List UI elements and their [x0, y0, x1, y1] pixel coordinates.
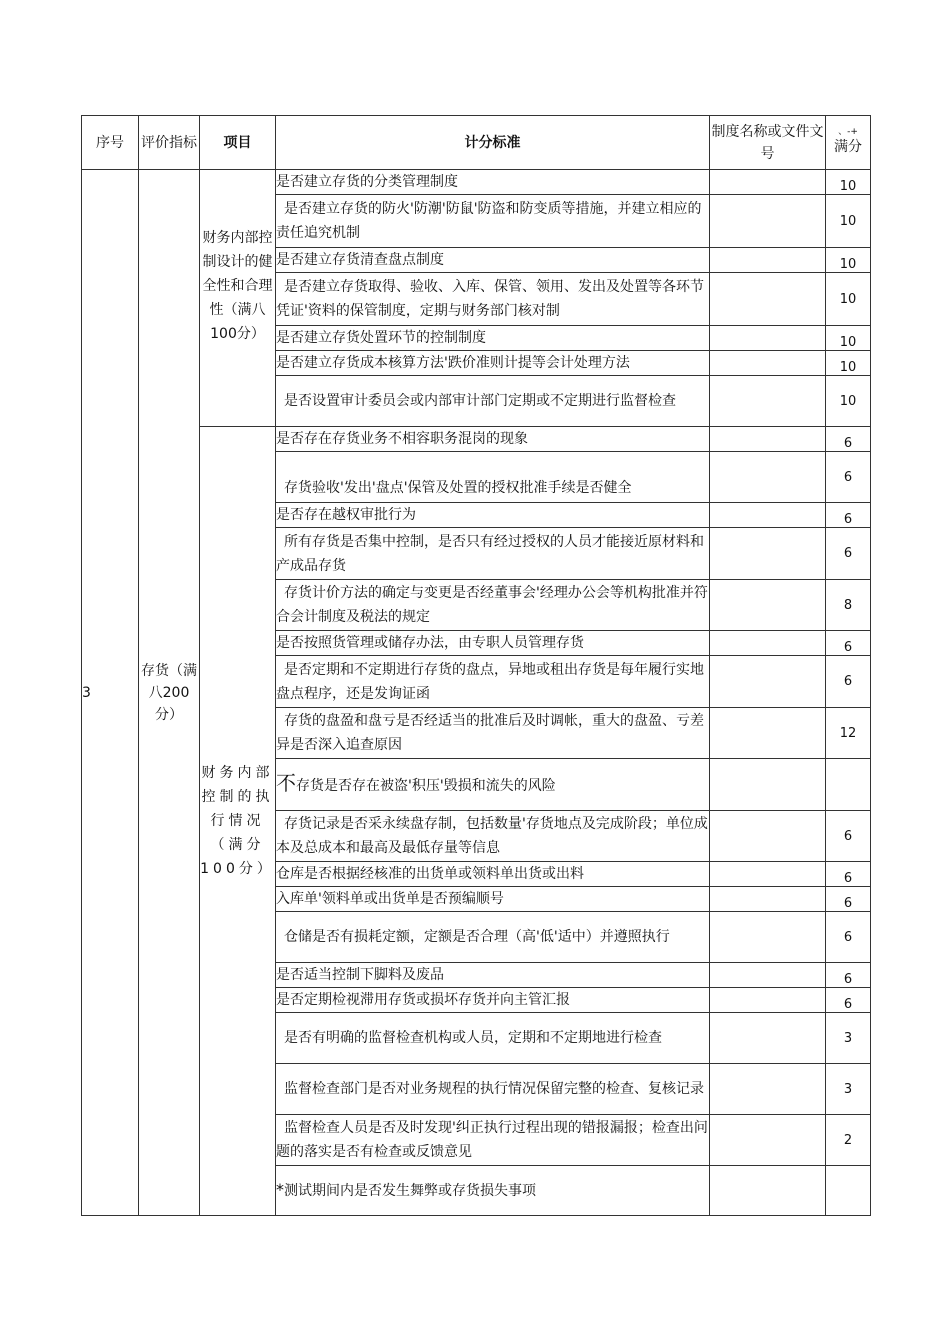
score-cell: 6: [826, 631, 871, 656]
row-mark: *: [276, 1180, 284, 1199]
criteria-cell: 入库单'领料单或出货单是否预编顺号: [276, 887, 710, 912]
header-indicator: 评价指标: [139, 116, 200, 170]
score-cell: 6: [826, 452, 871, 503]
score-cell: 12: [826, 708, 871, 759]
doc-name-cell[interactable]: [710, 963, 826, 988]
score-cell: [826, 759, 871, 811]
header-criteria: 计分标准: [276, 116, 710, 170]
doc-name-cell[interactable]: [710, 580, 826, 631]
criteria-cell: 存货计价方法的确定与变更是否经董事会'经理办公会等机构批准并符合会计制度及税法的规定: [276, 580, 710, 631]
doc-name-cell[interactable]: [710, 503, 826, 528]
doc-name-cell[interactable]: [710, 656, 826, 708]
doc-name-cell[interactable]: [710, 862, 826, 887]
criteria-cell: 所有存货是否集中控制，是否只有经过授权的人员才能接近原材料和产成品存货: [276, 528, 710, 580]
score-cell: 8: [826, 580, 871, 631]
criteria-cell: 是否建立存货成本核算方法'跌价准则计提等会计处理方法: [276, 351, 710, 376]
criteria-cell: 是否存在越权审批行为: [276, 503, 710, 528]
doc-name-cell[interactable]: [710, 351, 826, 376]
exec-project: 财务内部控制的执行情况（满分100分）: [200, 427, 276, 1216]
header-score-mark: 、-+: [838, 126, 858, 137]
score-cell: 10: [826, 195, 871, 248]
criteria-text: 存货是否存在被盗'积压'毁损和流失的风险: [296, 778, 556, 794]
score-cell: 6: [826, 862, 871, 887]
score-cell: 6: [826, 963, 871, 988]
criteria-text: 测试期间内是否发生舞弊或存货损失事项: [284, 1183, 536, 1199]
criteria-cell: 存货的盘盈和盘亏是否经适当的批准后及时调帐，重大的盘盈、亏差异是否深入追查原因: [276, 708, 710, 759]
score-cell: 6: [826, 528, 871, 580]
criteria-cell: 是否建立存货取得、验收、入库、保管、领用、发出及处置等各环节凭证'资料的保管制度，定期与财务部门核对制: [276, 273, 710, 326]
score-cell: 6: [826, 811, 871, 862]
evaluation-table: [81, 115, 871, 1216]
score-cell: 10: [826, 351, 871, 376]
doc-name-cell[interactable]: [710, 811, 826, 862]
criteria-cell: 监督检查人员是否及时发现'纠正执行过程出现的错报漏报；检查出问题的落实是否有检查或反馈意见: [276, 1115, 710, 1166]
header-full-score-label: 满分: [834, 138, 862, 155]
doc-name-cell[interactable]: [710, 1064, 826, 1115]
header-project: 项目: [200, 116, 276, 170]
criteria-cell: 监督检查部门是否对业务规程的执行情况保留完整的检查、复核记录: [276, 1064, 710, 1115]
score-cell: 6: [826, 427, 871, 452]
criteria-cell: 是否定期检视滞用存货或损坏存货并向主管汇报: [276, 988, 710, 1013]
criteria-cell: 是否适当控制下脚料及废品: [276, 963, 710, 988]
criteria-cell: 是否有明确的监督检查机构或人员，定期和不定期地进行检查: [276, 1013, 710, 1064]
score-cell: 10: [826, 248, 871, 273]
doc-name-cell[interactable]: [710, 170, 826, 195]
criteria-cell: [276, 759, 710, 811]
header-seq: 序号: [82, 116, 139, 170]
doc-name-cell[interactable]: [710, 248, 826, 273]
score-cell: 10: [826, 273, 871, 326]
criteria-cell: 是否建立存货处置环节的控制制度: [276, 326, 710, 351]
score-cell: 6: [826, 656, 871, 708]
doc-name-cell[interactable]: [710, 1166, 826, 1216]
score-cell: 10: [826, 376, 871, 427]
criteria-cell: 是否建立存货清查盘点制度: [276, 248, 710, 273]
score-cell: [826, 1166, 871, 1216]
score-cell: 2: [826, 1115, 871, 1166]
criteria-cell: 是否建立存货的防火'防潮'防鼠'防盗和防变质等措施，并建立相应的责任追究机制: [276, 195, 710, 248]
criteria-cell: 是否设置审计委员会或内部审计部门定期或不定期进行监督检查: [276, 376, 710, 427]
criteria-cell: 是否存在存货业务不相容职务混岗的现象: [276, 427, 710, 452]
doc-name-cell[interactable]: [710, 631, 826, 656]
criteria-cell: 是否建立存货的分类管理制度: [276, 170, 710, 195]
doc-name-cell[interactable]: [710, 376, 826, 427]
criteria-cell: 仓储是否有损耗定额，定额是否合理（高'低'适中）并遵照执行: [276, 912, 710, 963]
doc-name-cell[interactable]: [710, 887, 826, 912]
doc-name-cell[interactable]: [710, 528, 826, 580]
doc-name-cell[interactable]: [710, 452, 826, 503]
doc-name-cell[interactable]: [710, 988, 826, 1013]
criteria-cell: 是否按照货管理或储存办法，由专职人员管理存货: [276, 631, 710, 656]
doc-name-cell[interactable]: [710, 427, 826, 452]
header-doc-name: 制度名称或文件文号: [710, 116, 826, 170]
doc-name-cell[interactable]: [710, 326, 826, 351]
header-full-score: [826, 116, 871, 170]
group-seq: 3: [82, 170, 139, 1216]
criteria-cell: 仓库是否根据经核准的出货单或领料单出货或出料: [276, 862, 710, 887]
doc-name-cell[interactable]: [710, 195, 826, 248]
table-row: [82, 170, 871, 195]
score-cell: 3: [826, 1013, 871, 1064]
design-project: 财务内部控制设计的健全性和合理性（满八100分）: [200, 170, 276, 427]
score-cell: 6: [826, 503, 871, 528]
criteria-cell: [276, 1166, 710, 1216]
criteria-cell: 存货验收'发出'盘点'保管及处置的授权批准手续是否健全: [276, 452, 710, 503]
score-cell: 6: [826, 988, 871, 1013]
group-indicator: 存货（满八200分）: [139, 170, 200, 1216]
doc-name-cell[interactable]: [710, 912, 826, 963]
score-cell: 6: [826, 912, 871, 963]
table-row: [82, 427, 871, 452]
criteria-cell: 存货记录是否采永续盘存制，包括数量'存货地点及完成阶段；单位成本及总成本和最高及最低存量等信息: [276, 811, 710, 862]
doc-name-cell[interactable]: [710, 759, 826, 811]
score-cell: 3: [826, 1064, 871, 1115]
row-mark: 不: [276, 771, 296, 795]
score-cell: 6: [826, 887, 871, 912]
score-cell: 10: [826, 170, 871, 195]
score-cell: 10: [826, 326, 871, 351]
doc-name-cell[interactable]: [710, 273, 826, 326]
doc-name-cell[interactable]: [710, 708, 826, 759]
doc-name-cell[interactable]: [710, 1013, 826, 1064]
doc-name-cell[interactable]: [710, 1115, 826, 1166]
criteria-cell: 是否定期和不定期进行存货的盘点，异地或租出存货是每年履行实地盘点程序，还是发询证函: [276, 656, 710, 708]
